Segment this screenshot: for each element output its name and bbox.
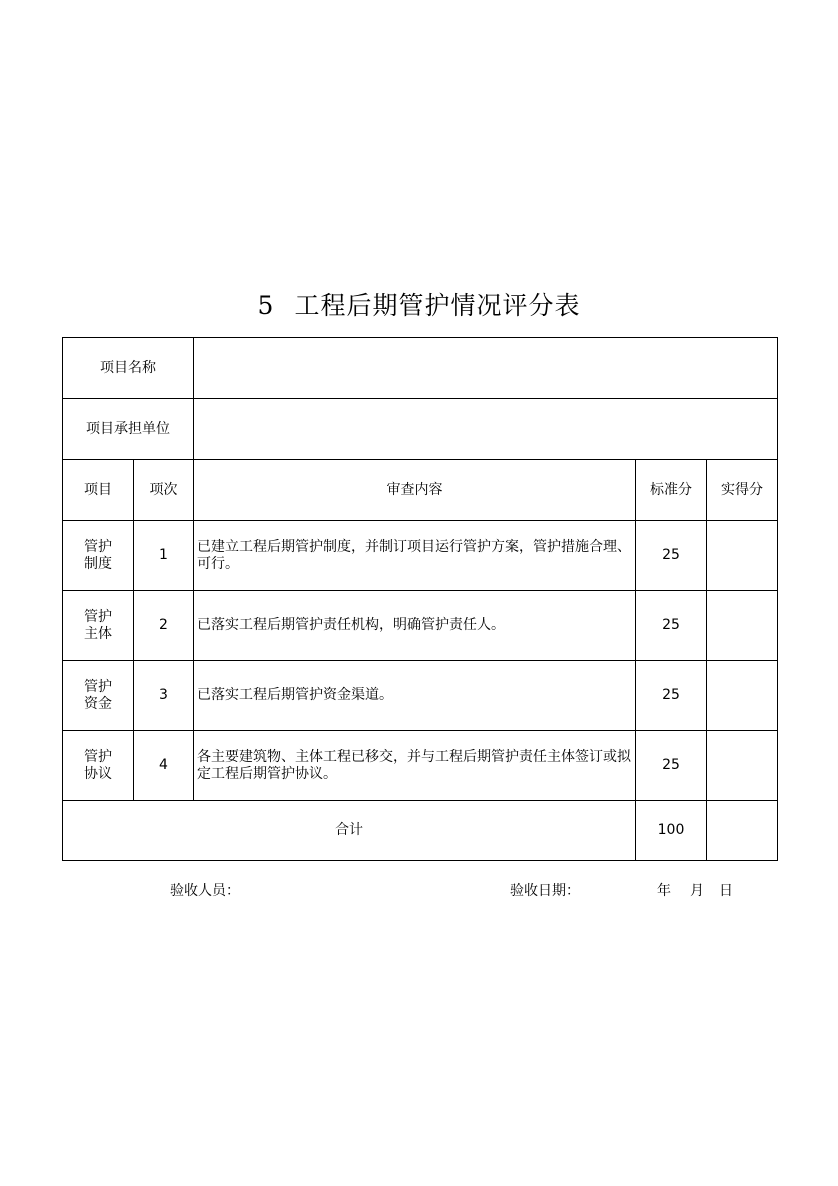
page-title: [0, 286, 838, 322]
table-row: [63, 591, 778, 661]
row-standard: 25: [636, 731, 707, 801]
total-actual[interactable]: [707, 801, 778, 861]
project-unit-value[interactable]: [194, 399, 778, 460]
project-unit-row: [63, 399, 778, 460]
row-seq: 4: [134, 731, 194, 801]
inspector-label: 验收人员：: [170, 883, 240, 899]
header-item: 项目: [63, 460, 134, 521]
title-number: 5: [257, 291, 275, 320]
row-actual-score[interactable]: [707, 661, 778, 731]
row-standard: 25: [636, 661, 707, 731]
total-label: 合计: [63, 801, 636, 861]
row-standard: 25: [636, 591, 707, 661]
project-name-value[interactable]: [194, 338, 778, 399]
row-actual-score[interactable]: [707, 521, 778, 591]
row-seq: 1: [134, 521, 194, 591]
row-item: 管护 资金: [63, 661, 134, 731]
project-name-row: [63, 338, 778, 399]
day-label: 日: [719, 883, 733, 899]
row-actual-score[interactable]: [707, 731, 778, 801]
table-row: [63, 661, 778, 731]
year-label: 年: [657, 883, 671, 899]
row-content: 已建立工程后期管护制度，并制订项目运行管护方案，管护措施合理、可行。: [194, 521, 636, 591]
header-standard: 标准分: [636, 460, 707, 521]
header-seq: 项次: [134, 460, 194, 521]
row-seq: 3: [134, 661, 194, 731]
total-standard: 100: [636, 801, 707, 861]
row-seq: 2: [134, 591, 194, 661]
row-content: 各主要建筑物、主体工程已移交，并与工程后期管护责任主体签订或拟定工程后期管护协议。: [194, 731, 636, 801]
total-row: [63, 801, 778, 861]
title-text: 工程后期管护情况评分表: [294, 291, 581, 320]
row-content: 已落实工程后期管护责任机构，明确管护责任人。: [194, 591, 636, 661]
score-table: [62, 337, 778, 861]
row-item: 管护 协议: [63, 731, 134, 801]
row-content: 已落实工程后期管护资金渠道。: [194, 661, 636, 731]
header-row: [63, 460, 778, 521]
row-standard: 25: [636, 521, 707, 591]
row-item: 管护 主体: [63, 591, 134, 661]
header-content: 审查内容: [194, 460, 636, 521]
row-actual-score[interactable]: [707, 591, 778, 661]
project-name-label: 项目名称: [63, 338, 194, 399]
header-actual: 实得分: [707, 460, 778, 521]
table-row: [63, 731, 778, 801]
row-item: 管护 制度: [63, 521, 134, 591]
inspection-date-label: 验收日期：: [510, 883, 580, 899]
project-unit-label: 项目承担单位: [63, 399, 194, 460]
month-label: 月: [690, 883, 704, 899]
table-row: [63, 521, 778, 591]
